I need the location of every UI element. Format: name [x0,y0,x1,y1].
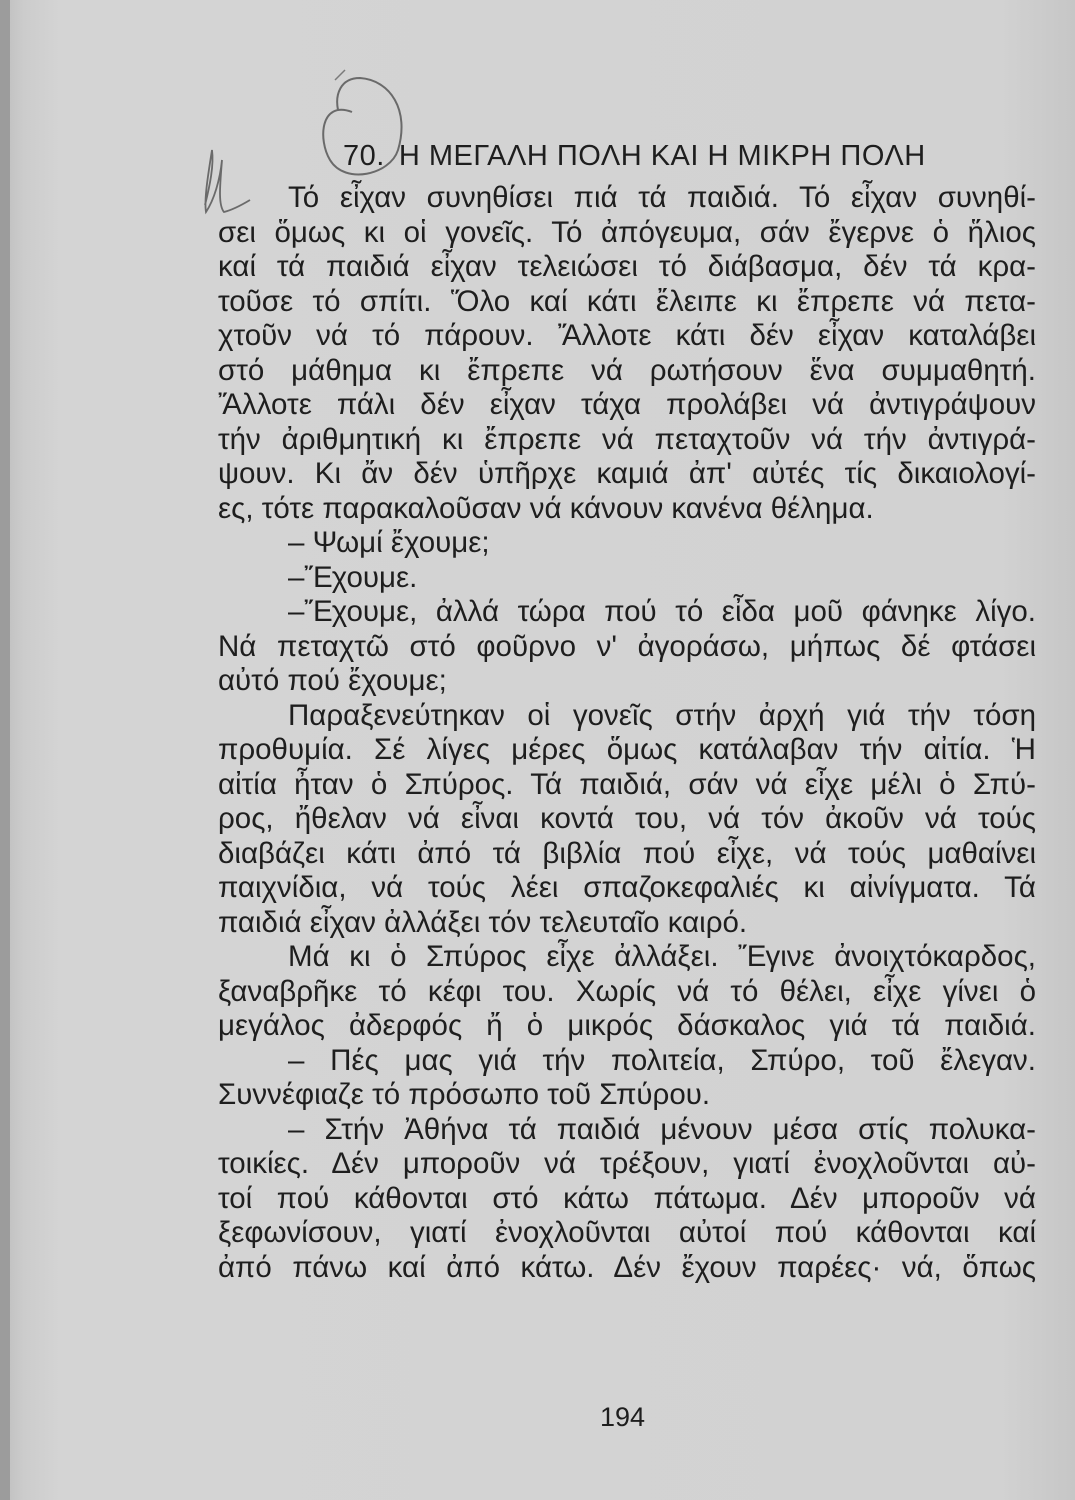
text-line: στό μάθημα κι ἔπρεπε νά ρωτήσουν ἕνα συμμαθητή. [218,353,1036,387]
text-line: ξεφωνίσουν, γιατί ἐνοχλοῦνται αὐτοί πού κάθονται καί [218,1216,1036,1249]
text-line: σει ὅμως κι οἱ γονεῖς. Τό ἀπόγευμα, σάν ἔγερνε ὁ ἥλιος [218,215,1036,249]
body-text [218,181,1036,1285]
page-spine-shadow [0,0,10,1500]
text-line: τοικίες. Δέν μποροῦν νά τρέξουν, γιατί ἐνοχλοῦνται αὐ- [218,1147,1036,1180]
text-line: προθυμία. Σέ λίγες μέρες ὅμως κατάλαβαν τήν αἰτία. Ἡ [218,733,1036,766]
dialogue-line: – Ψωμί ἔχουμε; [288,526,490,559]
text-line: Παραξενεύτηκαν οἱ γονεῖς στήν ἀρχή γιά τήν τόση [288,698,1036,732]
text-line: διαβάζει κάτι ἀπό τά βιβλία πού εἶχε, νά τούς μαθαίνει [218,836,1036,870]
text-line: τοῦσε τό σπίτι. Ὅλο καί κάτι ἔλειπε κι ἔπρεπε νά πετα- [218,284,1036,318]
text-line: αὐτό πού ἔχουμε; [218,664,447,697]
text-line: ξαναβρῆκε τό κέφι του. Χωρίς νά τό θέλει, εἶχε γίνει ὁ [218,974,1036,1008]
text-line: τήν ἀριθμητική κι ἔπρεπε νά πεταχτοῦν νά τήν ἀντιγρά- [218,422,1036,456]
text-line: Μά κι ὁ Σπύρος εἶχε ἀλλάξει. Ἔγινε ἀνοιχτόκαρδος, [288,940,1036,973]
text-line: μεγάλος ἀδερφός ἤ ὁ μικρός δάσκαλος γιά τά παιδιά. [218,1009,1036,1042]
text-line: καί τά παιδιά εἶχαν τελειώσει τό διάβασμα, δέν τά κρα- [218,250,1036,283]
page-number: 194 [600,1402,646,1432]
text-line: Συννέφιαζε τό πρόσωπο τοῦ Σπύρου. [218,1078,711,1111]
dialogue-line: –Ἔχουμε, ἀλλά τώρα πού τό εἶδα μοῦ φάνηκε λίγο. [288,595,1036,628]
text-line: αἰτία ἦταν ὁ Σπύρος. Τά παιδιά, σάν νά εἶχε μέλι ὁ Σπύ- [218,767,1036,801]
text-line: ψουν. Κι ἄν δέν ὑπῆρχε καμιά ἀπ' αὐτές τίς δικαιολογί- [218,457,1036,490]
text-line: ρος, ἤθελαν νά εἶναι κοντά του, νά τόν ἀκοῦν νά τούς [218,802,1036,835]
text-line: Ἄλλοτε πάλι δέν εἶχαν τάχα προλάβει νά ἀντιγράψουν [218,388,1036,421]
chapter-number: 70. [343,140,385,172]
chapter-heading [343,140,926,173]
text-line: Τό εἶχαν συνηθίσει πιά τά παιδιά. Τό εἶχαν συνηθί- [288,181,1036,214]
dialogue-line: – Στήν Ἀθήνα τά παιδιά μένουν μέσα στίς πολυκα- [288,1112,1036,1146]
text-line: παιδιά εἶχαν ἀλλάξει τόν τελευταῖο καιρό. [218,905,748,939]
dialogue-line: –Ἔχουμε. [288,560,418,594]
text-line: Νά πεταχτῶ στό φοῦρνο ν' ἀγοράσω, μήπως δέ φτάσει [218,629,1036,663]
text-line: ἀπό πάνω καί ἀπό κάτω. Δέν ἔχουν παρέες· νά, ὅπως [218,1250,1036,1284]
text-line: ες, τότε παρακαλοῦσαν νά κάνουν κανένα θέλημα. [218,491,874,525]
chapter-title: Η ΜΕΓΑΛΗ ΠΟΛΗ ΚΑΙ Η ΜΙΚΡΗ ΠΟΛΗ [398,140,926,172]
text-line: τοί πού κάθονται στό κάτω πάτωμα. Δέν μποροῦν νά [218,1181,1036,1215]
text-line: χτοῦν νά τό πάρουν. Ἄλλοτε κάτι δέν εἶχαν καταλάβει [218,319,1036,352]
text-line: παιχνίδια, νά τούς λέει σπαζοκεφαλιές κι αἰνίγματα. Τά [218,871,1036,904]
dialogue-line: – Πές μας γιά τήν πολιτεία, Σπύρο, τοῦ ἔλεγαν. [288,1043,1036,1077]
